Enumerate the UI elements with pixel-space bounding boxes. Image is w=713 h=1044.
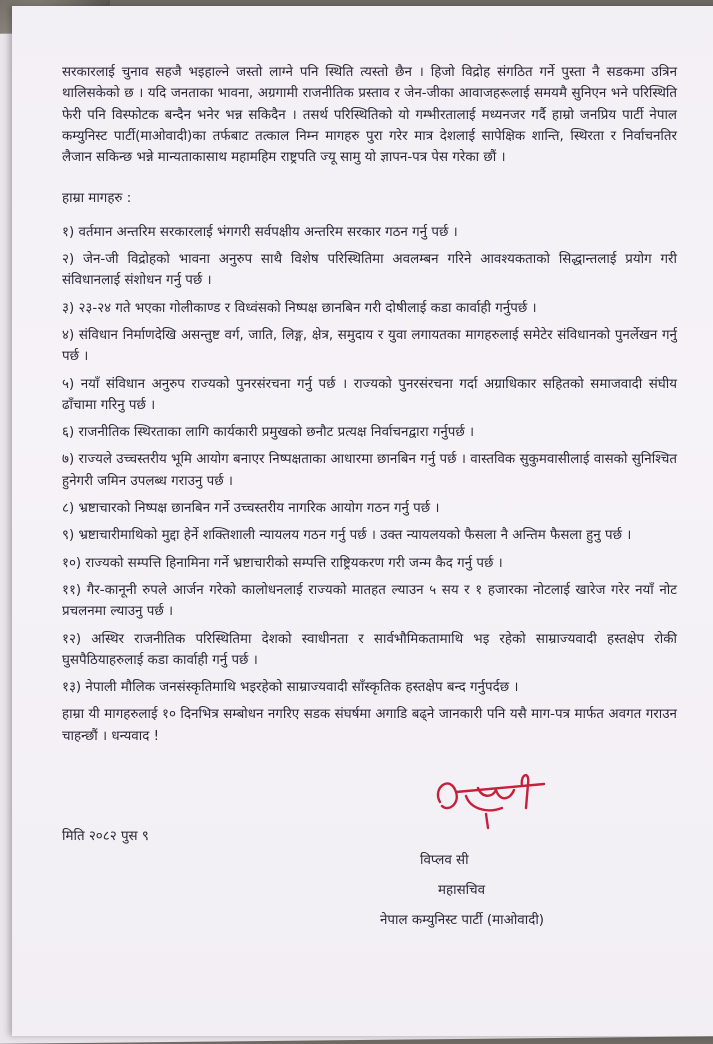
intro-paragraph: सरकारलाई चुनाव सहजै भइहाल्ने जस्तो लाग्ने पनि स्थिति त्यस्तो छैन । हिजो विद्रोह संगठित गर्ने पुस्ता नै सडकमा उत्रिन थालिसकेको छ । यदि जनताका भावना, अग्रगामी राजनीतिक प्रस्ताव र जेन-जीका आवाजहरूलाई समयमै सुनिएन भने परिस्थिति फेरी पनि विस्फोटक बन्दैन भनेर भन्न सकिदैन । तसर्थ परिस्थितिको यो गम्भीरतालाई मध्यनजर गर्दै हाम्रो जनप्रिय पार्टी नेपाल कम्युनिस्ट पार्टी(माओवादी)का तर्फबाट तत्काल निम्न मागहरु पुरा गरेर मात्र देशलाई सापेक्षिक शान्ति, स्थिरता र निर्वाचनतिर लैजान सकिन्छ भन्ने मान्यताकासाथ महामहिम राष्ट्रपति ज्यू सामु यो ज्ञापन-पत्र पेस गरेका छौं । [62,65,677,166]
demand-item: १२) अस्थिर राजनीतिक परिस्थितिमा देशको स्वाधीनता र सार्वभौमिकतामाथि भइ रहेको साम्राज्यवादी हस्तक्षेप रोकी घुसपैठियाहरुलाई कडा कार्वाही गर्नु पर्छ । [62,631,677,668]
demand-item: ३) २३-२४ गते भएका गोलीकाण्ड र विध्वंसको निष्पक्ष छानबिन गरी दोषीलाई कडा कार्वाही गर्नुपर्छ । [62,300,537,316]
demand-item: २) जेन-जी विद्रोहको भावना अनुरुप साथै विशेष परिस्थितिमा अवलम्बन गरिने आवश्यकताको सिद्धान्तलाई प्रयोग गरी संविधानलाई संशोधन गर्नु पर्छ । [62,252,677,289]
signatory-block [380,846,620,936]
demand-item: ११) गैर-कानूनी रुपले आर्जन गरेको कालोधनलाई राज्यको मातहत ल्याउन ५ सय र १ हजारका नोटलाई खारेज गरेर नयाँ नोट प्रचलनमा ल्याउनु पर्छ । [62,582,677,620]
handwritten-signature [426,768,556,838]
signatory-party: नेपाल कम्युनिस्ट पार्टी (माओवादी) [380,913,545,928]
demand-item: ६) राजनीतिक स्थिरताका लागि कार्यकारी प्रमुखको छनौट प्रत्यक्ष निर्वाचनद्वारा गर्नुपर्छ । [62,425,475,441]
demand-item: ७) राज्यले उच्चस्तरीय भूमि आयोग बनाएर निष्पक्षताका आधारमा छानबिन गर्नु पर्छ । वास्तविक सुकुमवासीलाई वासको सुनिश्चित हुनेगरी जमिन उपलब्ध गराउनु पर्छ । [62,452,677,489]
demand-item: १) वर्तमान अन्तरिम सरकारलाई भंगगरी सर्वपक्षीय अन्तरिम सरकार गठन गर्नु पर्छ । [62,224,458,240]
demand-item: ४) संविधान निर्माणदेखि असन्तुष्ट वर्ग, जाति, लिङ्ग, क्षेत्र, समुदाय र युवा लगायतका मागहरुलाई समेटेर संविधानको पुनर्लेखन गर्नु पर्छ । [62,327,677,365]
demand-item: १३) नेपाली मौलिक जनसंस्कृतिमाथि भइरहेको साम्राज्यवादी साँस्कृतिक हस्तक्षेप बन्द गर्नुपर्दछ । [62,680,519,696]
memorandum-body [62,62,677,747]
demand-item: ५) नयाँ संविधान अनुरुप राज्यको पुनरसंरचना गर्नु पर्छ । राज्यको पुनरसंरचना गर्दा अग्राधिकार सहितको समाजवादी संघीय ढाँचामा गरिनु पर्छ । [62,376,677,413]
demands-list [62,222,677,699]
demand-item: १०) राज्यको सम्पत्ति हिनामिना गर्ने भ्रष्टाचारीको सम्पत्ति राष्ट्रियकरण गरी जन्म कैद गर्नु पर्छ । [62,555,503,571]
signatory-name: विप्लव सी [420,853,469,868]
demands-heading: हाम्रा मागहरु : [62,191,132,207]
document-date: मिति २०८२ पुस ९ [62,829,149,844]
demand-item: ८) भ्रष्टाचारको निष्पक्ष छानबिन गर्ने उच्चस्तरीय नागरिक आयोग गठन गर्नु पर्छ । [62,501,440,517]
demand-item: ९) भ्रष्टाचारीमाथिको मुद्दा हेर्ने शक्तिशाली न्यायलय गठन गर्नु पर्छ । उक्त न्यायलयको फैसला नै अन्तिम फैसला हुनु पर्छ । [62,528,632,544]
closing-paragraph: हाम्रा यी मागहरुलाई १० दिनभित्र सम्बोधन नगरिए सडक संघर्षमा अगाडि बढ्ने जानकारी पनि यसै माग-पत्र मार्फत अवगत गराउन चाहन्छौं । धन्यवाद ! [62,707,677,744]
signatory-title: महासचिव [438,883,486,898]
